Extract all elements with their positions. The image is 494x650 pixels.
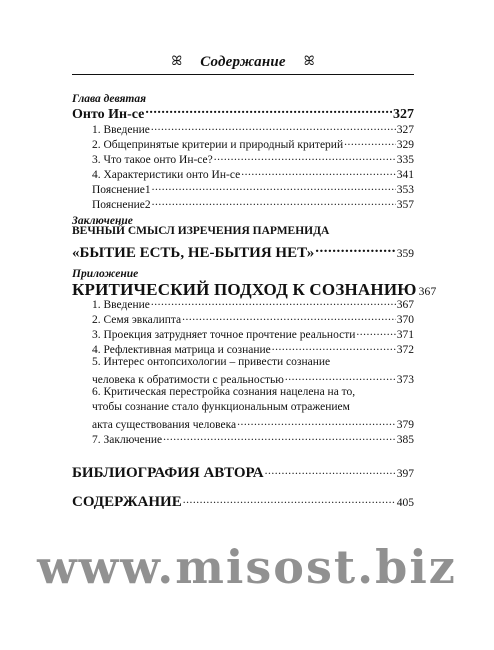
entry-label: 3. Проекция затрудняет точное прочтение реальности [92,328,356,341]
dot-leader [285,371,396,383]
dot-leader [152,181,396,193]
header-divider [72,74,414,75]
entry-page: 329 [396,138,414,151]
entry-page: 327 [396,123,414,136]
entry-label: 2. Семя эвкалипта [92,313,182,326]
toc-entry-item5-line1[interactable]: 5. Интерес онтопсихологии – привести сознание [92,356,331,368]
toc-entry[interactable] [92,416,414,431]
dot-leader [152,196,396,208]
toc-entry-item6-line2[interactable]: чтобы сознание стало функциональным отражением [92,401,350,413]
entry-page: 373 [396,373,414,386]
toc-entry[interactable] [92,296,414,311]
entry-label: СОДЕРЖАНИЕ [72,494,182,510]
entry-page: 341 [396,168,414,181]
entry-page: 371 [396,328,414,341]
header-title: Содержание [200,54,286,70]
dot-leader [151,121,396,133]
entry-label: БИБЛИОГРАФИЯ АВТОРА [72,465,264,481]
dot-leader [315,242,396,257]
entry-label: Онто Ин-се [72,107,145,122]
dot-leader [344,136,396,148]
entry-label: «БЫТИЕ ЕСТЬ, НЕ-БЫТИЯ НЕТ» [72,245,315,261]
dot-leader [163,431,396,443]
entry-label: 4. Характеристики онто Ин-се [92,168,241,181]
entry-page: 372 [396,343,414,356]
page-header [72,53,414,71]
entry-label: 2. Общепринятые критерии и природный критерий [92,138,344,151]
entry-page: 379 [396,418,414,431]
conclusion-title-line1[interactable]: ВЕЧНЫЙ СМЫСЛ ИЗРЕЧЕНИЯ ПАРМЕНИДА [72,225,330,237]
dot-leader [272,341,396,353]
toc-entry-item6-line1[interactable]: 6. Критическая перестройка сознания нацелена на то, [92,386,356,398]
dot-leader [356,326,395,338]
entry-label: 7. Заключение [92,433,163,446]
dot-leader [183,495,396,507]
entry-label: 1. Введение [92,123,150,136]
chapter9-section-label: Глава девятая [72,93,147,105]
left-ornament-icon: ꕤ [171,53,183,68]
entry-page: 335 [396,153,414,166]
entry-page: 359 [396,248,414,260]
entry-page: 357 [396,198,414,211]
dot-leader [145,104,392,118]
entry-page: 405 [396,497,414,509]
dot-leader [265,466,396,478]
watermark: www.misost.biz [37,540,457,594]
dot-leader [237,416,396,428]
entry-page: 367 [396,298,414,311]
toc-entry[interactable] [92,326,414,341]
entry-page: 367 [418,286,437,298]
entry-label: 4. Рефлективная матрица и сознание [92,343,271,356]
entry-page: 397 [396,468,414,480]
toc-entry[interactable] [92,136,414,151]
dot-leader [214,151,396,163]
dot-leader [151,296,396,308]
right-ornament-icon: ꕤ [303,53,315,68]
toc-entry[interactable] [92,311,414,326]
contents-entry[interactable] [72,494,414,511]
toc-entry[interactable] [92,166,414,181]
entry-page: 385 [396,433,414,446]
conclusion-section-label: Заключение [72,215,133,227]
entry-page: 370 [396,313,414,326]
bibliography-entry[interactable] [72,465,414,482]
toc-entry[interactable] [92,371,414,386]
appendix-section-label: Приложение [72,268,139,280]
entry-label: Пояснение1 [92,183,151,196]
entry-page: 327 [393,107,414,122]
entry-label: 1. Введение [92,298,150,311]
entry-label: 3. Что такое онто Ин-се? [92,153,213,166]
dot-leader [241,166,396,178]
entry-page: 353 [396,183,414,196]
entry-label: человека к обратимости с реальностью [92,373,284,386]
entry-label: КРИТИЧЕСКИЙ ПОДХОД К СОЗНАНИЮ [72,280,417,299]
entry-label: акта существования человека [92,418,237,431]
toc-entry[interactable] [92,431,414,446]
toc-entry[interactable] [92,341,414,356]
toc-entry[interactable] [92,181,414,196]
toc-entry[interactable] [92,196,414,211]
conclusion-title-entry[interactable] [72,242,414,262]
toc-entry[interactable] [92,121,414,136]
entry-label: Пояснение2 [92,198,151,211]
dot-leader [182,311,396,323]
toc-entry[interactable] [92,151,414,166]
